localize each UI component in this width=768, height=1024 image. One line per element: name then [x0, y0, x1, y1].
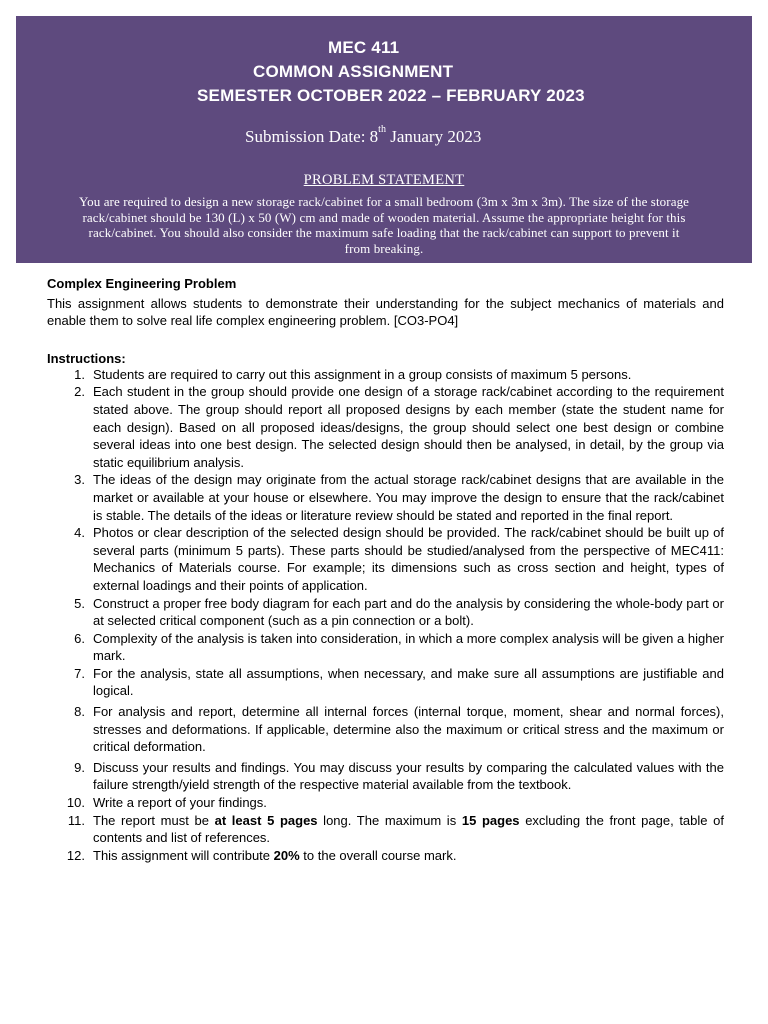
complex-text: This assignment allows students to demonstrate their understanding for the subject mechanics of materials and enable them to solve real life complex engineering problem. [CO3-PO4] [47, 295, 724, 329]
list-item: 10. Write a report of your findings. [66, 795, 267, 811]
header-banner [16, 16, 752, 263]
list-item: 2. Each student in the group should provide one design of a storage rack/cabinet according to the requirement stated above. The group should report all proposed designs by each member (state the student name for each design). Based on all proposed ideas/designs, the group should select one best design or combine several ideas into one best design. The selected design should then be analysed, in detail, by the group via static equilibrium analysis. [74, 384, 724, 470]
instructions-list [47, 366, 724, 865]
main-content [47, 275, 724, 864]
list-item: 4. Photos or clear description of the selected design should be provided. The rack/cabinet should be built up of several parts (minimum 5 parts). These parts should be studied/analysed from the perspective of MEC411: Mechanics of Materials course. For example; its dimensions such as cross section and height, types of external loadings and their points of application. [74, 525, 724, 593]
submission-date: Submission Date: 8th January 2023 [245, 124, 482, 146]
problem-statement-title: PROBLEM STATEMENT [303, 172, 465, 188]
list-item: 5. Construct a proper free body diagram for each part and do the analysis by considering the whole-body part or at selected critical component (such as a pin connection or a bolt). [74, 595, 724, 629]
list-item: 9. Discuss your results and findings. You may discuss your results by comparing the calculated values with the failure strength/yield strength of the respective material available from the textbook. [74, 759, 724, 793]
assignment-title: COMMON ASSIGNMENT [253, 62, 454, 81]
list-item: 7. For the analysis, state all assumptions, when necessary, and make sure all assumptions are justifiable and logical. [74, 665, 724, 699]
semester-line: SEMESTER OCTOBER 2022 – FEBRUARY 2023 [197, 86, 585, 105]
list-item: 12. This assignment will contribute 20% to the overall course mark. [66, 847, 457, 863]
problem-statement-text: You are required to design a new storage rack/cabinet for a small bedroom (3m x 3m x 3m). The size of the storage rack/cabinet should be 130 (L) x 50 (W) cm and made of wooden material. Assume the appropriate height for this rack/cabinet. You should also consider the maximum safe loading that the rack/cabinet can support to prevent it from breaking. [78, 194, 690, 256]
list-item: 1. Students are required to carry out this assignment in a group consists of maximum 5 persons. [74, 366, 632, 382]
list-item: 11. The report must be at least 5 pages long. The maximum is 15 pages excluding the front page, table of contents and list of references. [67, 812, 725, 846]
instructions-heading: Instructions: [47, 350, 126, 366]
course-code: MEC 411 [328, 38, 400, 57]
list-item: 3. The ideas of the design may originate from the actual storage rack/cabinet designs that are available in the market or available at your house or elsewhere. You may improve the design to ensure that the rack/cabinet is stable. The details of the ideas or literature review should be stated and reported in the final report. [74, 472, 724, 523]
complex-heading: Complex Engineering Problem [47, 276, 237, 291]
list-item: 8. For analysis and report, determine all internal forces (internal torque, moment, shear and normal forces), stresses and deformations. If applicable, determine also the maximum or critical stress and the maximum or critical deformation. [74, 704, 724, 755]
list-item: 6. Complexity of the analysis is taken into consideration, in which a more complex analysis will be given a higher mark. [74, 630, 724, 664]
